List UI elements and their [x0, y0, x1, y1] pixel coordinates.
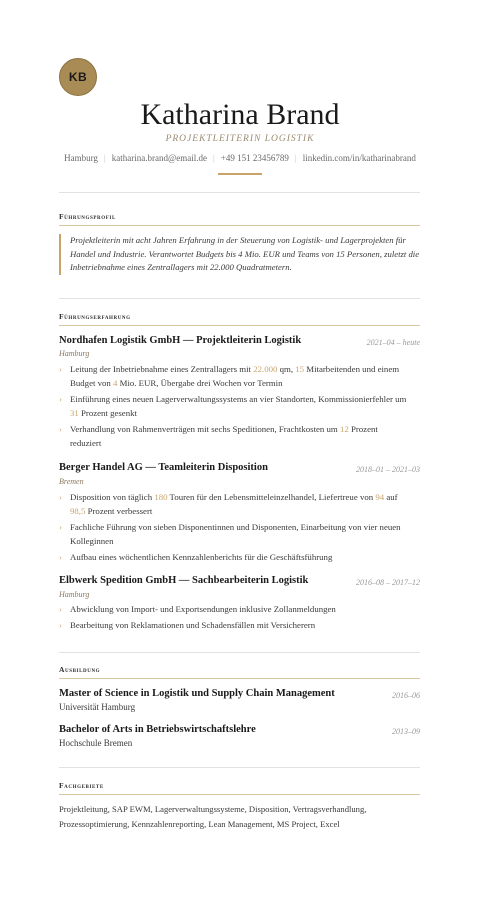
job-date: 2016–08 – 2017–12 — [356, 578, 420, 587]
contact-city: Hamburg — [64, 153, 98, 163]
divider — [59, 767, 420, 768]
list-item: › Aufbau eines wöchentlichen Kennzahlenberichts für die Geschäftsführung — [59, 550, 411, 564]
school-name: Universität Hamburg — [59, 702, 136, 712]
job-bullets — [59, 490, 411, 566]
contact-phone[interactable]: +49 151 23456789 — [220, 153, 289, 163]
section-rule — [59, 225, 420, 226]
contact-divider: | — [294, 153, 297, 163]
divider — [59, 192, 420, 193]
job-date: 2021–04 – heute — [366, 338, 420, 347]
job-location: Bremen — [59, 477, 84, 486]
section-title-education: Ausbildung — [59, 665, 101, 674]
job-location: Hamburg — [59, 349, 90, 358]
list-item: › Abwicklung von Import- und Exportsendungen inklusive Zollanmeldungen — [59, 602, 411, 616]
degree-date: 2016–06 — [392, 691, 420, 700]
section-title-skills: Fachgebiete — [59, 781, 104, 790]
contact-divider: | — [212, 153, 215, 163]
section-rule — [59, 678, 420, 679]
degree-title: Bachelor of Arts in Betriebswirtschaftslehre — [59, 724, 256, 735]
job-bullets — [59, 362, 411, 452]
avatar: KB — [59, 58, 97, 96]
section-rule — [59, 325, 420, 326]
section-title-profile: Führungsprofil — [59, 212, 116, 221]
divider — [59, 298, 420, 299]
profile-text: Projektleiterin mit acht Jahren Erfahrung in der Steuerung von Logistik- und Lagerprojekten für Handel und Industrie. Verantwortet Budgets bis 4 Mio. EUR und Teams von 15 Personen, zuletzt die Inbetriebnahme eines Zentrallagers mit 22.000 Quadratmetern. — [59, 234, 422, 275]
contact-linkedin[interactable]: linkedin.com/in/katharinabrand — [302, 153, 416, 163]
degree-date: 2013–09 — [392, 727, 420, 736]
list-item: › Einführung eines neuen Lagerverwaltungssystems an vier Standorten, Kommissionierfehler um 31 Prozent gesenkt — [59, 392, 411, 420]
job-title: Berger Handel AG — Teamleiterin Disposition — [59, 462, 268, 473]
section-rule — [59, 794, 420, 795]
contact-line — [0, 153, 480, 163]
contact-email[interactable]: katharina.brand@email.de — [111, 153, 207, 163]
job-location: Hamburg — [59, 590, 90, 599]
candidate-role: PROJEKTLEITERIN LOGISTIK — [165, 134, 315, 144]
contact-divider: | — [103, 153, 106, 163]
list-item: › Fachliche Führung von sieben Disponentinnen und Disponenten, Einarbeitung von vier neuen Kolleginnen — [59, 520, 411, 548]
skills-text: Projektleitung, SAP EWM, Lagerverwaltungssysteme, Disposition, Vertragsverhandlung, Prozessoptimierung, Kennzahlenreporting, Lean Management, MS Project, Excel — [59, 804, 367, 829]
job-bullets — [59, 602, 411, 634]
section-title-experience: Führungserfahrung — [59, 312, 131, 321]
list-item: › Leitung der Inbetriebnahme eines Zentrallagers mit 22.000 qm, 15 Mitarbeitenden und einem Budget von 4 Mio. EUR, Übergabe drei Wochen vor Termin — [59, 362, 411, 390]
job-date: 2018–01 – 2021–03 — [356, 465, 420, 474]
job-title: Elbwerk Spedition GmbH — Sachbearbeiterin Logistik — [59, 575, 309, 586]
list-item: › Verhandlung von Rahmenverträgen mit sechs Speditionen, Frachtkosten um 12 Prozent reduziert — [59, 422, 411, 450]
school-name: Hochschule Bremen — [59, 738, 133, 748]
header-accent-rule — [218, 173, 262, 175]
job-title: Nordhafen Logistik GmbH — Projektleiterin Logistik — [59, 335, 302, 346]
degree-title: Master of Science in Logistik und Supply Chain Management — [59, 688, 335, 699]
list-item: › Bearbeitung von Reklamationen und Schadensfällen mit Versicherern — [59, 618, 411, 632]
list-item: › Disposition von täglich 180 Touren für den Lebensmitteleinzelhandel, Liefertreue von 94 auf 98,5 Prozent verbessert — [59, 490, 411, 518]
candidate-name: Katharina Brand — [140, 98, 340, 131]
divider — [59, 652, 420, 653]
